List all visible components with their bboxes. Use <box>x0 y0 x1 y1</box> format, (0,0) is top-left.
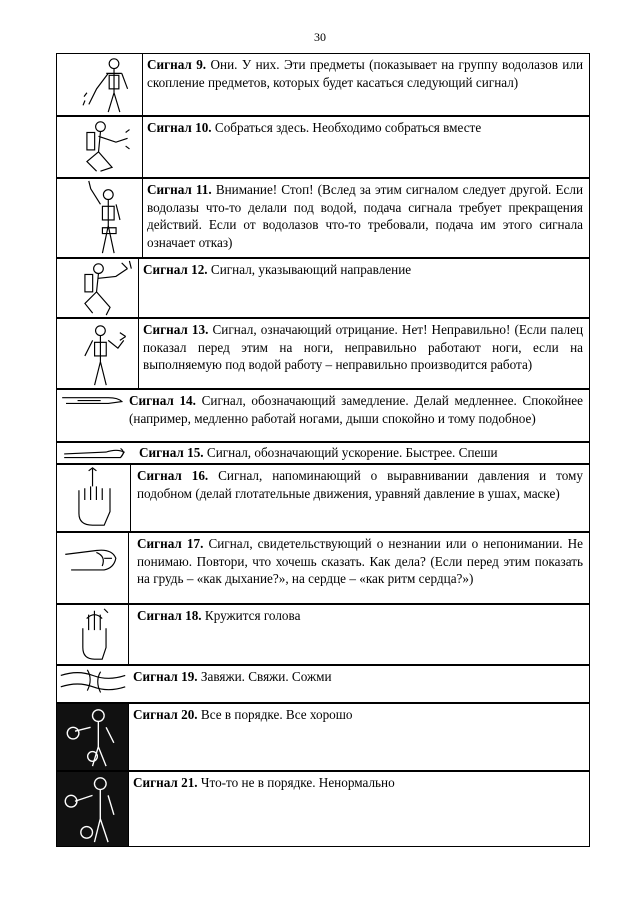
fist-pressure-icon <box>57 465 131 531</box>
diver-direction-icon <box>57 259 139 317</box>
hands-tie-icon <box>57 666 129 702</box>
signal-text: Внимание! Стоп! (Вслед за этим сигналом следует другой. Если водолазы что-то делали под водой, подача сигнала требует прекращения действий. Если от водолазов что-то требовали, подача им этого сигнала означает отказ) <box>147 182 584 250</box>
signal-label: Сигнал 17. <box>137 536 204 551</box>
signal-row-16 <box>56 464 590 532</box>
signal-text: Завяжи. Свяжи. Сожми <box>200 669 332 684</box>
signal-row-12 <box>56 258 590 318</box>
signal-text: Сигнал, означающий отрицание. Нет! Неправильно! (Если палец показал перед этим на ноги, неправильно работают ноги, если на выполняемую под водой работу – неправильно производится работа) <box>143 322 584 373</box>
flat-hand-slow-icon <box>57 390 127 441</box>
signal-label: Сигнал 12. <box>143 262 208 277</box>
signal-label: Сигнал 19. <box>133 669 198 684</box>
signal-row-20 <box>56 703 590 771</box>
signal-label: Сигнал 21. <box>133 775 198 790</box>
signal-label: Сигнал 15. <box>139 445 204 460</box>
signal-row-15 <box>56 442 590 464</box>
diver-ok-photo-icon <box>57 704 129 770</box>
signal-text: Собраться здесь. Необходимо собраться вместе <box>214 120 482 135</box>
hand-dont-understand-icon <box>57 533 129 603</box>
page-number: 30 <box>314 30 326 44</box>
hand-fast-icon <box>57 443 135 463</box>
diver-kneeling-icon <box>57 117 143 177</box>
diver-pointing-icon <box>57 54 143 115</box>
signal-label: Сигнал 13. <box>143 322 209 337</box>
signal-text: Что-то не в порядке. Ненормально <box>200 775 395 790</box>
signal-label: Сигнал 18. <box>137 608 202 623</box>
signal-label: Сигнал 16. <box>137 468 209 483</box>
signal-text: Сигнал, указывающий направление <box>210 262 412 277</box>
signal-row-13 <box>56 318 590 389</box>
hand-dizzy-icon <box>57 605 129 664</box>
signal-label: Сигнал 11. <box>147 182 212 197</box>
signal-text: Сигнал, обозначающий замедление. Делай медленнее. Спокойнее (например, медленно работай ногами, дыши спокойно и тому подобное) <box>129 393 583 426</box>
signal-text: Все в порядке. Все хорошо <box>200 707 353 722</box>
signal-row-17 <box>56 532 590 604</box>
signal-row-21 <box>56 771 590 847</box>
signal-row-14 <box>56 389 590 442</box>
signal-label: Сигнал 9. <box>147 57 207 72</box>
diver-hand-raised-icon <box>57 179 143 257</box>
signal-label: Сигнал 10. <box>147 120 212 135</box>
signal-text: Сигнал, обозначающий ускорение. Быстрее. Спеши <box>206 445 498 460</box>
signal-row-9 <box>56 53 590 116</box>
signal-row-11 <box>56 178 590 258</box>
diver-not-ok-photo-icon <box>57 772 129 846</box>
signal-text: Они. У них. Эти предметы (показывает на группу водолазов или скопление предметов, которых будет касаться следующий сигнал) <box>147 57 584 90</box>
signal-text: Сигнал, свидетельствующий о незнании или о непонимании. Не понимаю. Повтори, что хочешь сказать. Как дела? (Если перед этим показать на грудь – «как дыхание?», на сердце – «как ритм сердца?») <box>137 536 583 587</box>
signal-row-18 <box>56 604 590 665</box>
signal-row-10 <box>56 116 590 178</box>
signal-label: Сигнал 14. <box>129 393 196 408</box>
signal-text: Кружится голова <box>204 608 301 623</box>
signal-label: Сигнал 20. <box>133 707 198 722</box>
signal-text: Сигнал, напоминающий о выравнивании давления и тому подобном (делай глотательные движения, уравняй давление в ушах, маске) <box>137 468 583 501</box>
diver-negation-icon <box>57 319 139 388</box>
signal-row-19 <box>56 665 590 703</box>
